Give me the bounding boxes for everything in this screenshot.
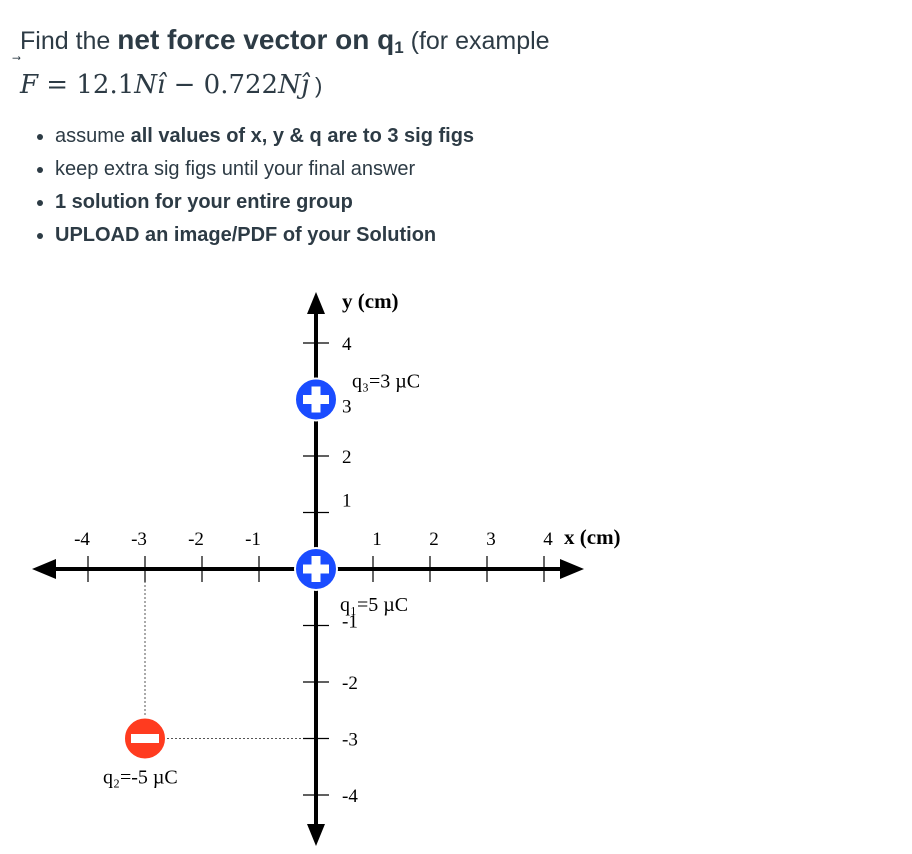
formula-i-hat: î (157, 70, 166, 100)
title-bold (117, 24, 403, 55)
charge-label: q₃=3 µC (352, 370, 421, 393)
y-tick-label: -1 (342, 611, 358, 633)
title-bold-text: net force vector on q (117, 24, 395, 55)
instruction-list (0, 120, 474, 252)
charge-label: q₁=5 µC (340, 594, 409, 616)
question-title (20, 24, 550, 58)
charge-1 (295, 548, 408, 616)
y-tick-label: -3 (342, 729, 358, 751)
x-axis-left-arrow (32, 559, 56, 579)
x-axis-title: x (cm) (564, 525, 621, 549)
x-tick-label: -2 (188, 529, 204, 550)
y-tick-label: 1 (342, 490, 352, 512)
instruction-item: • assume all values of x, y & q are to 3 sig figs (55, 120, 474, 153)
instruction-item: • 1 solution for your entire group (55, 186, 474, 219)
minus-bar (131, 734, 159, 743)
formula-n2: N (278, 70, 301, 100)
formula-j-hat: ĵ (300, 70, 309, 100)
y-tick-label: 2 (342, 447, 352, 468)
instruction-item: • keep extra sig figs until your final answer (55, 153, 474, 186)
formula-lhs: F (20, 70, 39, 100)
x-tick-label: 2 (429, 529, 439, 550)
x-tick-label: -3 (131, 529, 147, 550)
charge-2 (103, 718, 178, 789)
title-prefix: Find the (20, 27, 118, 55)
plus-vertical-bar (312, 387, 321, 413)
x-tick-label: 1 (372, 529, 382, 550)
y-axis-top-arrow (307, 292, 325, 314)
example-formula (20, 70, 322, 100)
guide-lines (145, 569, 316, 739)
x-tick-label: 3 (486, 529, 496, 550)
formula-n1: N (134, 70, 158, 100)
formula-eq: = 12.1 (38, 70, 135, 100)
charge-3 (295, 371, 420, 421)
title-suffix: (for example (403, 27, 550, 55)
y-axis-bottom-arrow (307, 824, 325, 846)
x-tick-label: 4 (543, 529, 553, 550)
x-tick-label: -4 (74, 529, 90, 550)
y-axis-title: y (cm) (342, 289, 399, 313)
y-tick-label: 4 (342, 334, 352, 355)
charge-diagram (0, 280, 912, 854)
plus-vertical-bar (312, 556, 321, 582)
y-tick-label: 3 (342, 396, 352, 418)
title-subscript: 1 (394, 38, 404, 57)
y-tick-label: -2 (342, 673, 358, 694)
charge-label: q₂=-5 µC (103, 766, 178, 789)
x-axis-right-arrow (560, 559, 584, 579)
formula-minus: − 0.722 (165, 70, 279, 100)
formula-close: ) (308, 73, 323, 98)
x-tick-label: -1 (245, 529, 261, 550)
y-tick-label: -4 (342, 786, 358, 807)
instruction-item: • UPLOAD an image/PDF of your Solution (55, 219, 474, 252)
